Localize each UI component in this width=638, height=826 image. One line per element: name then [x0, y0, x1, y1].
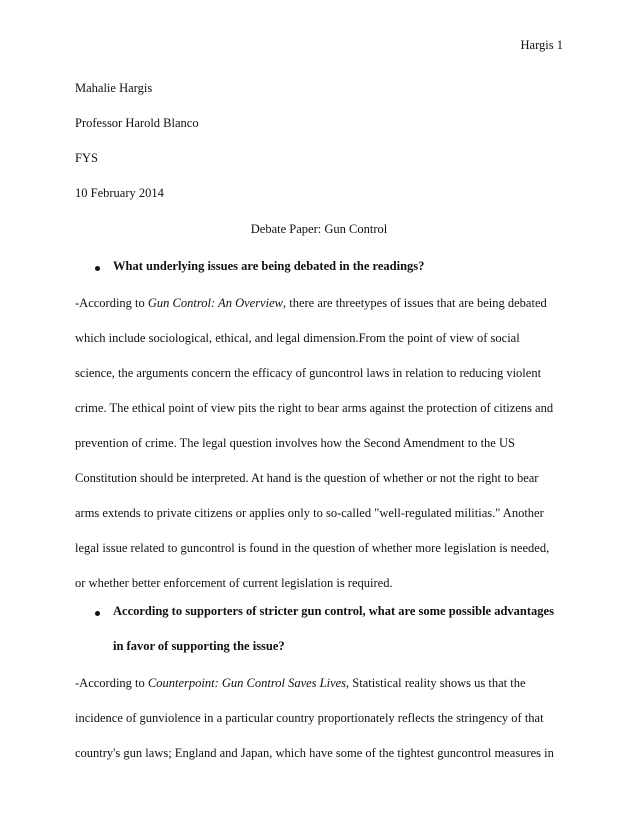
- answer-text: , Statistical reality shows us that the: [346, 676, 526, 690]
- question-2-line: in favor of supporting the issue?: [113, 639, 285, 653]
- answer-line: prevention of crime. The legal question involves how the Second Amendment to the US: [75, 436, 515, 450]
- running-head: Hargis 1: [520, 38, 563, 52]
- paper-title: Debate Paper: Gun Control: [250, 222, 388, 236]
- source-title: Gun Control: An Overview: [147, 296, 283, 310]
- question-2-line: According to supporters of stricter gun control, what are some possible advantages: [113, 604, 554, 618]
- source-title: Counterpoint: Gun Control Saves Lives: [147, 676, 347, 690]
- answer-line: [75, 296, 547, 311]
- answer-line: legal issue related to guncontrol is found in the question of whether more legislation is needed,: [75, 541, 550, 555]
- bullet-icon: [95, 266, 100, 271]
- answer-line: which include sociological, ethical, and legal dimension.From the point of view of social: [75, 331, 520, 345]
- answer-line: science, the arguments concern the efficacy of guncontrol laws in relation to reducing violent: [75, 366, 542, 380]
- answer-line: Constitution should be interpreted. At hand is the question of whether or not the right to bear: [75, 471, 539, 485]
- course-name: FYS: [75, 151, 98, 165]
- answer-line: crime. The ethical point of view pits the right to bear arms against the protection of citizens and: [75, 401, 554, 415]
- answer-line: or whether better enforcement of current legislation is required.: [75, 576, 393, 590]
- bullet-icon: [95, 611, 100, 616]
- answer-lead: -According to: [75, 676, 148, 690]
- professor-name: Professor Harold Blanco: [75, 116, 199, 130]
- answer-text: , there are threetypes of issues that are being debated: [282, 296, 547, 310]
- answer-line: incidence of gunviolence in a particular country proportionately reflects the stringency of that: [75, 711, 544, 725]
- question-1: What underlying issues are being debated in the readings?: [113, 259, 425, 273]
- date: 10 February 2014: [75, 186, 164, 200]
- answer-line: country's gun laws; England and Japan, which have some of the tightest guncontrol measures in: [75, 746, 554, 760]
- answer-lead: -According to: [75, 296, 148, 310]
- answer-line: [75, 676, 526, 691]
- answer-line: arms extends to private citizens or applies only to so-called "well-regulated militias." Another: [75, 506, 544, 520]
- author-name: Mahalie Hargis: [75, 81, 153, 95]
